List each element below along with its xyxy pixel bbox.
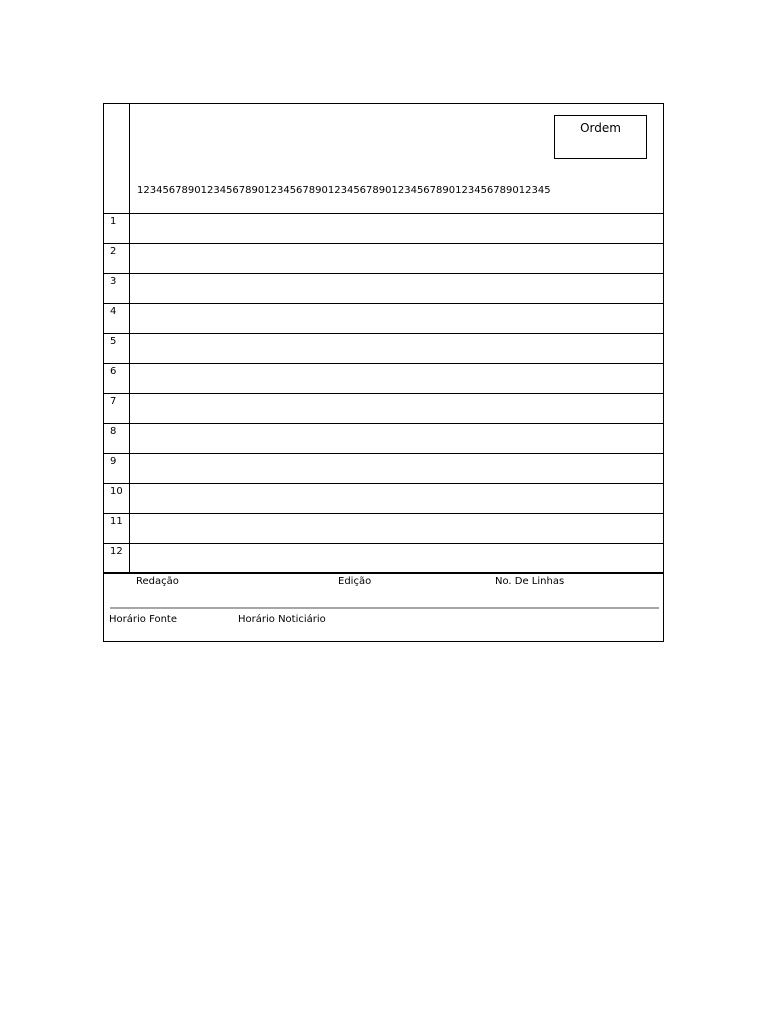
line-writing-area[interactable]: [130, 484, 663, 513]
line-number: 11: [104, 514, 130, 543]
line-number: 2: [104, 244, 130, 273]
ordem-box[interactable]: [554, 115, 647, 159]
line-number: 5: [104, 334, 130, 363]
copy-line-row: [104, 514, 663, 544]
copy-line-row: [104, 544, 663, 574]
line-writing-area[interactable]: [130, 214, 663, 243]
line-writing-area[interactable]: [130, 454, 663, 483]
line-number: 3: [104, 274, 130, 303]
form-footer: [104, 574, 663, 643]
copy-line-row: [104, 214, 663, 244]
line-number: 6: [104, 364, 130, 393]
copy-line-row: [104, 484, 663, 514]
form-header: [104, 104, 663, 214]
copy-lines: [104, 214, 663, 574]
footer-divider: [110, 607, 659, 609]
redacao-label: Redação: [136, 576, 179, 587]
copy-line-row: [104, 394, 663, 424]
copy-line-row: [104, 364, 663, 394]
line-writing-area[interactable]: [130, 364, 663, 393]
line-number: 8: [104, 424, 130, 453]
copy-line-row: [104, 274, 663, 304]
line-writing-area[interactable]: [130, 514, 663, 543]
line-number: 1: [104, 214, 130, 243]
line-writing-area[interactable]: [130, 334, 663, 363]
line-writing-area[interactable]: [130, 274, 663, 303]
line-writing-area[interactable]: [130, 544, 663, 572]
copy-line-row: [104, 304, 663, 334]
line-number: 9: [104, 454, 130, 483]
line-writing-area[interactable]: [130, 244, 663, 273]
num-linhas-label: No. De Linhas: [495, 576, 565, 587]
horario-fonte-label: Horário Fonte: [109, 614, 177, 625]
line-number: 7: [104, 394, 130, 423]
news-copy-form: [103, 103, 664, 642]
horario-noticiario-label: Horário Noticiário: [238, 614, 326, 625]
line-writing-area[interactable]: [130, 424, 663, 453]
copy-line-row: [104, 454, 663, 484]
line-writing-area[interactable]: [130, 394, 663, 423]
copy-line-row: [104, 334, 663, 364]
character-ruler: 12345678901234567890123456789012345678901234567890123456789012345: [137, 185, 551, 196]
edicao-label: Edição: [338, 576, 372, 587]
line-number: 12: [104, 544, 130, 572]
header-number-stub: [104, 104, 130, 213]
copy-line-row: [104, 424, 663, 454]
line-number: 10: [104, 484, 130, 513]
copy-line-row: [104, 244, 663, 274]
line-number: 4: [104, 304, 130, 333]
ordem-label: Ordem: [580, 121, 621, 135]
line-writing-area[interactable]: [130, 304, 663, 333]
